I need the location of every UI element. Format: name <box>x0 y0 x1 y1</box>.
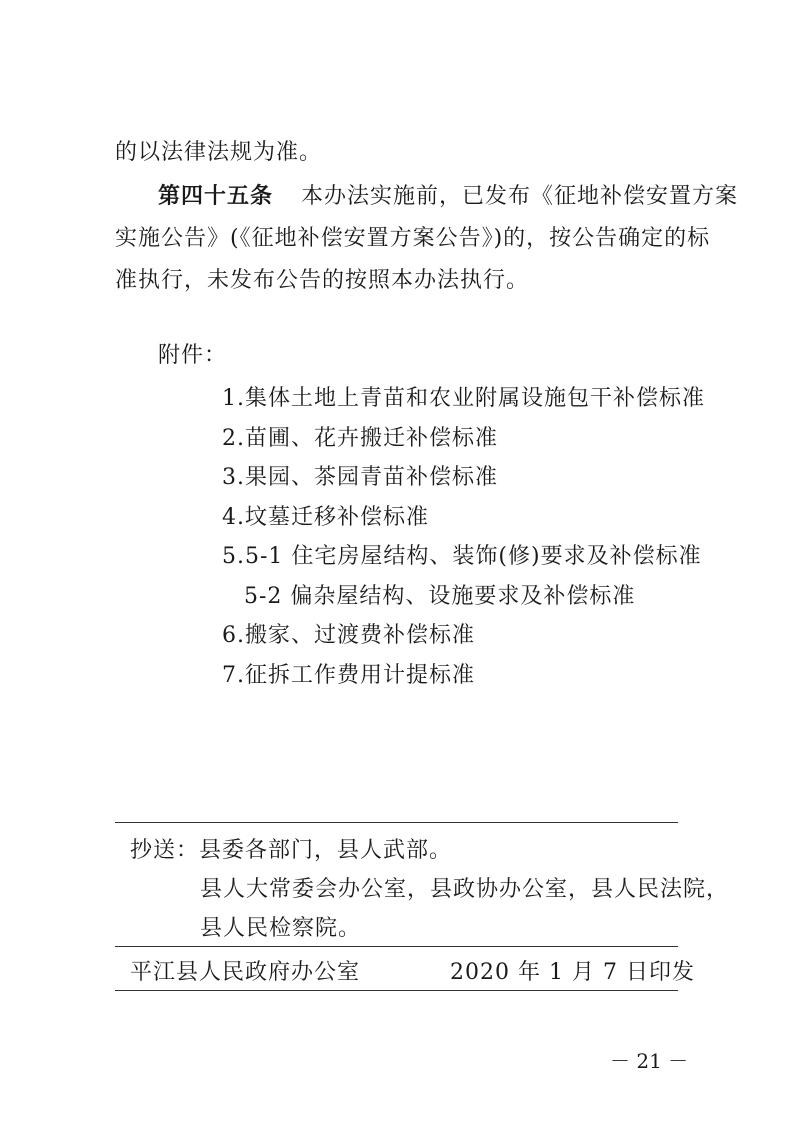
attachment-item: 5.5-1 住宅房屋结构、装饰(修)要求及补偿标准 <box>222 544 702 569</box>
issue-date: 2020 年 1 月 7 日印发 <box>450 960 695 985</box>
attachment-item: 7.征拆工作费用计提标准 <box>222 663 475 688</box>
footer-bottom-rule <box>115 990 678 991</box>
cc-label: 抄送： <box>130 838 200 863</box>
body-text-line: 的以法律法规为准。 <box>115 140 323 165</box>
footer-top-rule <box>115 822 678 823</box>
cc-recipients-line: 县人民检察院。 <box>200 916 362 941</box>
attachment-item: 3.果园、茶园青苗补偿标准 <box>222 465 498 490</box>
article-paragraph-line: 实施公告》(《征地补偿安置方案公告》)的，按公告确定的标 <box>115 226 711 251</box>
article-text: 本办法实施前，已发布《征地补偿安置方案 <box>301 184 739 209</box>
footer-middle-rule <box>115 946 678 947</box>
article-paragraph-line: 准执行，未发布公告的按照本办法执行。 <box>115 268 530 293</box>
attachment-item: 1.集体土地上青苗和农业附属设施包干补偿标准 <box>222 386 705 411</box>
attachment-item: 2.苗圃、花卉搬迁补偿标准 <box>222 426 498 451</box>
attachments-label: 附件： <box>158 343 228 368</box>
cc-line <box>130 836 452 866</box>
attachment-sub-item: 5-2 偏杂屋结构、设施要求及补偿标准 <box>244 584 636 609</box>
cc-recipients: 县委各部门，县人武部。 <box>199 838 453 863</box>
attachment-item: 4.坟墓迁移补偿标准 <box>222 505 429 530</box>
article-heading: 第四十五条 <box>158 183 274 209</box>
attachment-item: 6.搬家、过渡费补偿标准 <box>222 623 475 648</box>
page-number: － 21 － <box>610 1049 689 1073</box>
issuer: 平江县人民政府办公室 <box>130 960 361 985</box>
cc-recipients-line: 县人大常委会办公室，县政协办公室，县人民法院， <box>200 877 730 902</box>
article-paragraph-line <box>158 181 738 212</box>
